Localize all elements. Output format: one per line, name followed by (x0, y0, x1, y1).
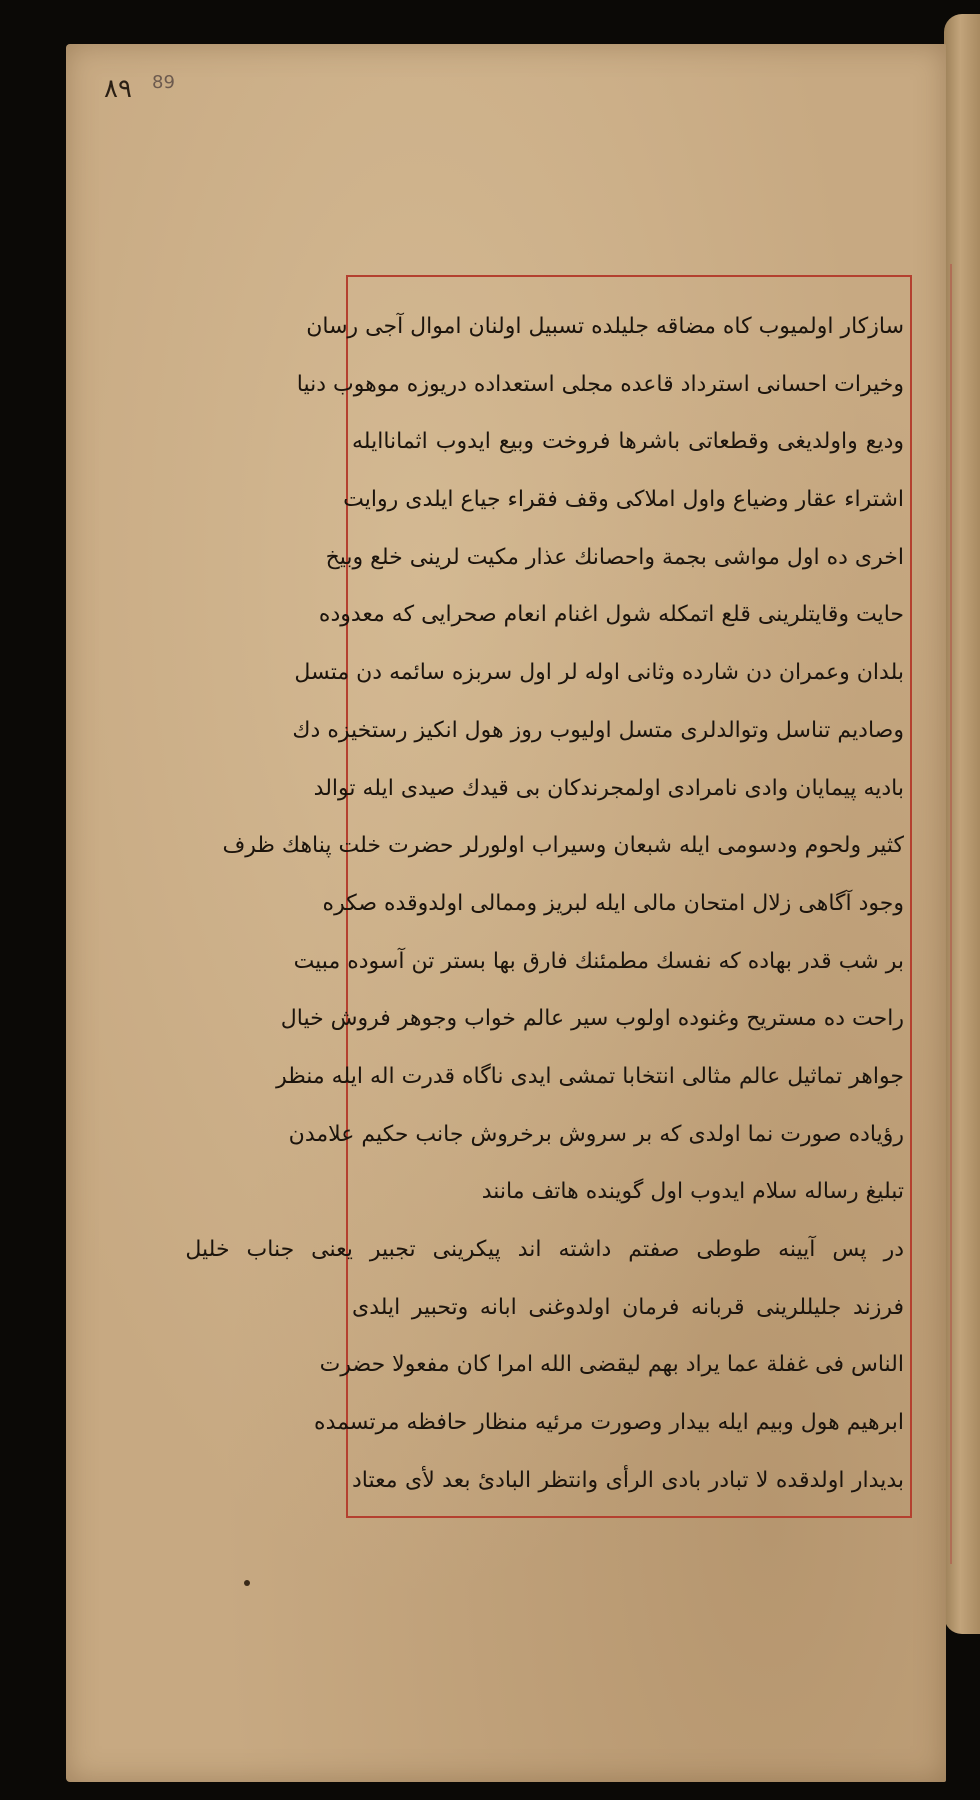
text-line: بدیدار اولدقده لا تبادر بادی الرأی وانتظر البادئ بعد لأی معتاد (352, 1467, 904, 1493)
text-line: فرزند جلیللرینی قربانه فرمان اولدوغنی ابانه وتحبیر ایلدی (352, 1294, 904, 1320)
text-line: بادیه پیمایان وادی نامرادی اولمجرندکان بی قیدك صیدی ایله توالد (313, 775, 904, 801)
text-line: سازکار اولمیوب کاه مضاقه جلیلده تسبیل اولنان اموال آجی رسان (306, 314, 904, 339)
text-line: ودیع واولدیغی وقطعاتی باشرها فروخت وبیع ایدوب اثماناایله (352, 429, 904, 455)
adjacent-leaf-edge (944, 14, 980, 1634)
quotation-line: الناس فی غفلة عما یراد بهم لیقضی الله امرا کان مفعولا حضرت (319, 1352, 904, 1378)
text-line: حایت وقایتلرینی قلع اتمکله شول اغنام انعام صحرایی که معدوده (318, 602, 904, 628)
text-line: وخیرات احسانی استرداد قاعده مجلی استعداده دریوزه موهوب دنیا (296, 371, 904, 397)
text-line: رؤیاده صورت نما اولدی که بر سروش برخروش جانب حکیم علامدن (288, 1121, 904, 1147)
text-line: بلدان وعمران دن شارده وثانی اوله لر اول سربزه سائمه دن متسل (294, 660, 904, 686)
ink-spot (244, 1580, 250, 1586)
text-line: راحت ده مستریح وغنوده اولوب سیر عالم خواب وجوهر فروش خیال (280, 1006, 904, 1032)
text-block (185, 298, 904, 1512)
folio-number-ink: ٨٩ (104, 74, 132, 104)
text-line: کثیر ولحوم ودسومی ایله شبعان وسیراب اولورلر حضرت خلت پناهك ظرف (222, 833, 904, 859)
text-line: وجود آگاهی زلال امتحان مالی ایله لبریز وممالی اولدوقده صکره (322, 890, 904, 916)
text-line: اشتراء عقار وضیاع واول املاکی وقف فقراء جیاع ایلدی روایت (343, 487, 904, 513)
text-line: تبلیغ رساله سلام ایدوب اول گوینده هاتف مانند (481, 1179, 904, 1205)
verse-line: در پس آیینه طوطی صفتم داشته اند پیکرینی تجبیر یعنی جناب خلیل (185, 1237, 904, 1262)
text-line: بر شب قدر بهاده که نفسك مطمئنك فارق بها بستر تن آسوده مبیت (293, 948, 904, 974)
adjacent-leaf-frame-rule (950, 264, 952, 1564)
text-line: وصادیم تناسل وتوالدلری متسل اولیوب روز هول انکیز رستخیزه دك (292, 717, 904, 743)
text-line: ابرهیم هول وبیم ایله بیدار وصورت مرئیه منظار حافظه مرتسمده (314, 1410, 904, 1436)
text-line: جواهر تماثیل عالم مثالی انتخابا تمشی ایدی ناگاه قدرت اله ایله منظر (276, 1063, 904, 1089)
text-line: اخری ده اول مواشی بجمة واحصانك عذار مکیت لرینی خلع وبیخ (325, 544, 904, 570)
folio-number-pencil: 89 (152, 72, 175, 93)
